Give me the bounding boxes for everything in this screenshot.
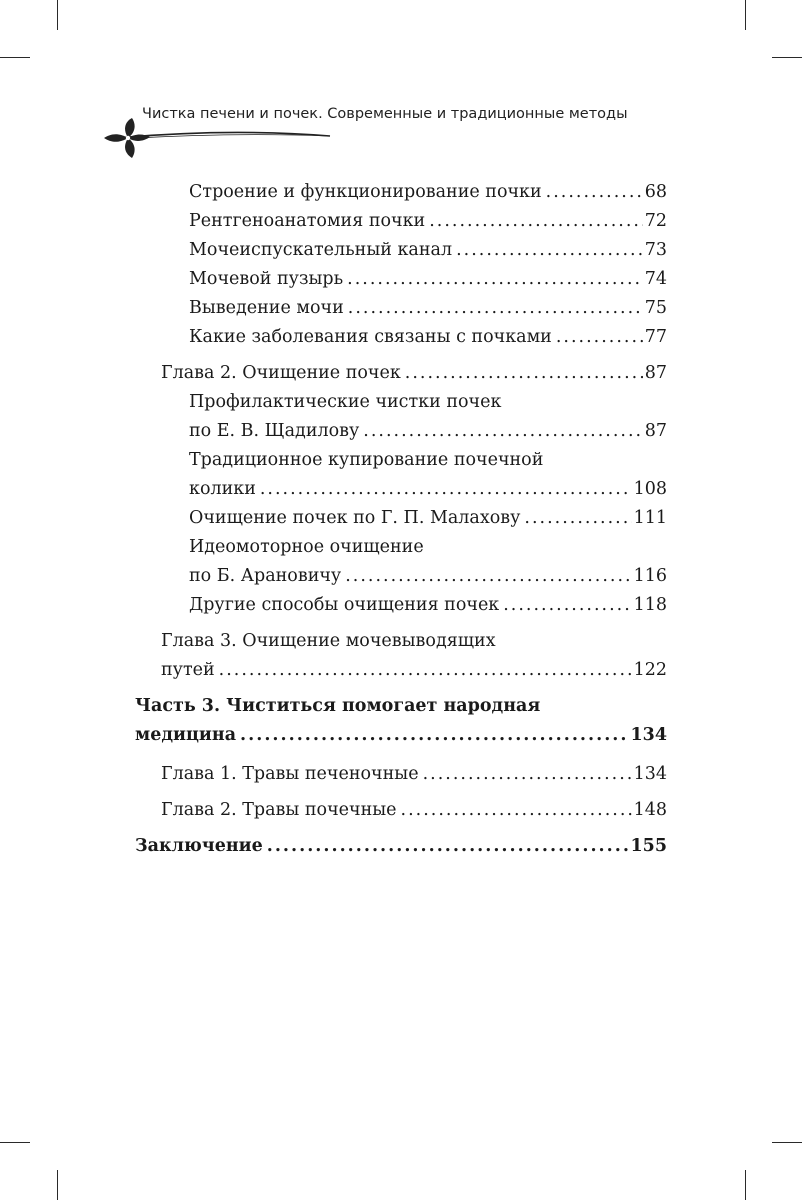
toc-entry-title: Другие способы очищения почек xyxy=(189,595,500,615)
toc-entry-leader-line xyxy=(189,591,667,620)
toc-entry-leader-line xyxy=(189,562,667,591)
toc-entry-leader-line xyxy=(189,294,667,323)
toc-dot-leader xyxy=(456,236,643,265)
toc-entry-leader-line xyxy=(189,236,667,265)
toc-entry[interactable] xyxy=(135,359,667,388)
toc-entry-title-line: Часть 3. Чиститься помогает народная xyxy=(135,696,541,716)
toc-page-number: 155 xyxy=(630,836,667,856)
toc-entry-leader-line xyxy=(189,207,667,236)
toc-entry-leader-line xyxy=(135,832,667,861)
toc-entry-leader-line xyxy=(135,721,667,750)
toc-dot-leader xyxy=(260,475,632,504)
toc-entry[interactable] xyxy=(135,832,667,861)
toc-entry[interactable] xyxy=(135,323,667,352)
toc-entry[interactable] xyxy=(135,178,667,207)
toc-entry-title: Заключение xyxy=(135,836,263,856)
toc-dot-leader xyxy=(345,562,631,591)
toc-entry[interactable] xyxy=(135,265,667,294)
running-head: Чистка печени и почек. Современные и традиционные методы xyxy=(142,106,628,122)
toc-dot-leader xyxy=(219,656,632,685)
toc-entry[interactable] xyxy=(135,533,667,591)
toc-page-number: 73 xyxy=(644,240,667,260)
toc-entry[interactable] xyxy=(135,388,667,446)
toc-entry-leader-line xyxy=(161,760,667,789)
toc-entry-title-line: Традиционное купирование почечной xyxy=(189,450,544,470)
toc-entry-title-line: Профилактические чистки почек xyxy=(189,392,502,412)
crop-mark-right-bottom xyxy=(772,1142,802,1143)
toc-entry-title: путей xyxy=(161,660,215,680)
toc-entry-leader-line xyxy=(189,323,667,352)
toc-entry-leader-line xyxy=(189,417,667,446)
toc-dot-leader xyxy=(267,832,629,861)
toc-entry-title: Глава 2. Очищение почек xyxy=(161,363,401,383)
toc-dot-leader xyxy=(429,207,643,236)
toc-entry-title-line: Идеомоторное очищение xyxy=(189,537,424,557)
crop-mark-top-left xyxy=(57,0,58,30)
toc-dot-leader xyxy=(348,294,643,323)
toc-dot-leader xyxy=(524,504,631,533)
toc-page-number: 108 xyxy=(633,479,667,499)
toc-entry-title: Выведение мочи xyxy=(189,298,344,318)
toc-entry[interactable] xyxy=(135,627,667,685)
toc-entry[interactable] xyxy=(135,504,667,533)
toc-entry[interactable] xyxy=(135,760,667,789)
crop-mark-top-right xyxy=(745,0,746,30)
toc-entry-title: Глава 2. Травы почечные xyxy=(161,800,397,820)
toc-page-number: 134 xyxy=(633,764,667,784)
toc-entry-leader-line xyxy=(189,475,667,504)
toc-page-number: 87 xyxy=(644,363,667,383)
toc-entry-title: Строение и функционирование почки xyxy=(189,182,542,202)
toc-dot-leader xyxy=(546,178,643,207)
toc-dot-leader xyxy=(423,760,632,789)
toc-page-number: 116 xyxy=(633,566,667,586)
toc-page-number: 77 xyxy=(644,327,667,347)
toc-entry-title: Мочевой пузырь xyxy=(189,269,344,289)
toc-entry[interactable] xyxy=(135,591,667,620)
toc-entry-title: Мочеиспускательный канал xyxy=(189,240,453,260)
toc-entry-title: Глава 1. Травы печеночные xyxy=(161,764,419,784)
toc-entry-title: Очищение почек по Г. П. Малахову xyxy=(189,508,521,528)
toc-entry-leader-line xyxy=(161,359,667,388)
toc-page-number: 122 xyxy=(633,660,667,680)
toc-entry-leader-line xyxy=(189,178,667,207)
toc-entry[interactable] xyxy=(135,294,667,323)
toc-dot-leader xyxy=(556,323,643,352)
toc-entry-title: по Б. Арановичу xyxy=(189,566,342,586)
toc-entry-title: Рентгеноанатомия почки xyxy=(189,211,426,231)
toc-dot-leader xyxy=(363,417,642,446)
toc-entry-leader-line xyxy=(161,656,667,685)
toc-entry-title-line: Глава 3. Очищение мочевыводящих xyxy=(161,631,496,651)
flower-ornament-icon xyxy=(104,118,334,158)
toc-entry-leader-line xyxy=(189,504,667,533)
toc-dot-leader xyxy=(347,265,643,294)
toc-entry[interactable] xyxy=(135,692,667,750)
toc-entry-title: Какие заболевания связаны с почками xyxy=(189,327,552,347)
toc-page-number: 134 xyxy=(630,725,667,745)
crop-mark-bottom-right xyxy=(745,1170,746,1200)
toc-page-number: 148 xyxy=(633,800,667,820)
toc-dot-leader xyxy=(401,796,632,825)
crop-mark-right-top xyxy=(772,57,802,58)
table-of-contents xyxy=(135,178,667,861)
toc-entry[interactable] xyxy=(135,236,667,265)
toc-entry-leader-line xyxy=(161,796,667,825)
toc-entry[interactable] xyxy=(135,207,667,236)
toc-entry[interactable] xyxy=(135,446,667,504)
toc-entry-title: по Е. В. Щадилову xyxy=(189,421,360,441)
toc-page-number: 111 xyxy=(633,508,667,528)
toc-entry-title: колики xyxy=(189,479,256,499)
toc-page-number: 75 xyxy=(644,298,667,318)
toc-entry-leader-line xyxy=(189,265,667,294)
toc-entry[interactable] xyxy=(135,796,667,825)
toc-page-number: 68 xyxy=(644,182,667,202)
toc-page-number: 72 xyxy=(644,211,667,231)
crop-mark-bottom-left xyxy=(57,1170,58,1200)
toc-entry-title: медицина xyxy=(135,725,237,745)
toc-page-number: 87 xyxy=(644,421,667,441)
toc-dot-leader xyxy=(240,721,628,750)
toc-page-number: 74 xyxy=(644,269,667,289)
crop-mark-left-bottom xyxy=(0,1142,30,1143)
toc-dot-leader xyxy=(503,591,631,620)
toc-dot-leader xyxy=(405,359,643,388)
crop-mark-left-top xyxy=(0,57,30,58)
toc-page-number: 118 xyxy=(633,595,667,615)
